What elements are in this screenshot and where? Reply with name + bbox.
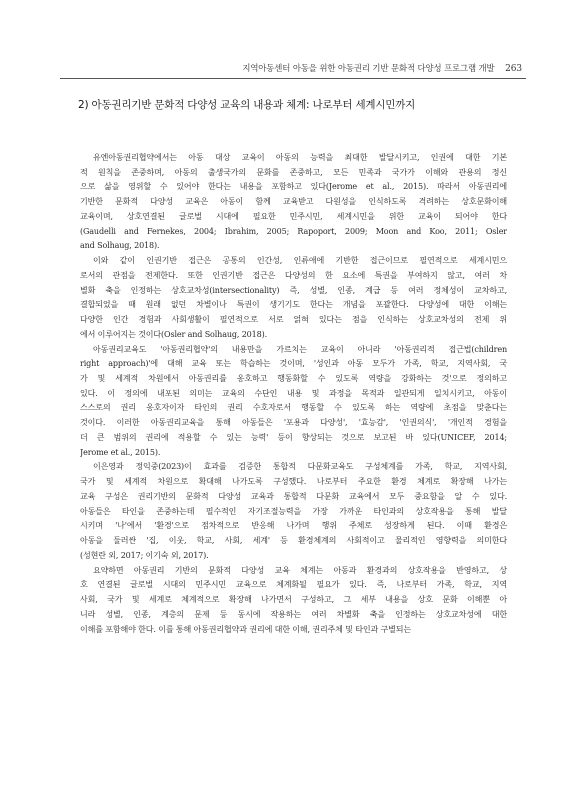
text-line: 호 연결된 글로벌 시대의 민주시민 교육으로 체계화될 필요가 있다. 즉, 나로부터 가족, 학교, 지역: [80, 580, 507, 590]
text-line: 이해를 포함해야 한다. 이를 통해 아동권리협약과 권리에 대한 이해, 권리주체 및 타인과 구별되는: [80, 624, 412, 634]
text-line: 다양한 인간 경험과 사회생활이 필연적으로 서로 얽혀 있다는 점을 인식하는 상호교차성의 전제 위: [80, 315, 507, 325]
paragraph: [80, 151, 507, 254]
section-title: 2) 아동권리기반 문화적 다양성 교육의 내용과 체계: 나로부터 세계시민까지: [78, 99, 416, 111]
paragraph: [80, 254, 507, 342]
text-line: 요약하면 아동권리 기반의 문화적 다양성 교육 체계는 아동과 환경과의 상호작용을 반영하고, 상: [93, 565, 507, 575]
text-line: 적 원칙을 존중하며, 아동의 출생국가의 문화를 존중하고, 모든 민족과 국가가 이해와 관용의 정신: [80, 167, 507, 177]
text-line: 으로 삶을 영위할 수 있어야 한다는 내용을 포함하고 있다(Jerome et al., 2015). 따라서 아동권리에: [80, 182, 507, 192]
text-line: Jerome et al., 2015).: [80, 447, 161, 457]
text-line: 로서의 관점을 전제한다. 또한 인권기반 접근은 다양성의 한 요소에 특권을 부여하지 않고, 여러 차: [80, 270, 507, 280]
text-line: 별화 축을 인정하는 상호교차성(intersectionality) 즉, 성별, 인종, 계급 등 여러 정체성이 교차하고,: [80, 285, 507, 295]
text-line: 더 큰 범위의 권리에 적용할 수 있는 능력' 등이 향상되는 것으로 보고된 바 있다(UNICEF, 2014;: [80, 432, 507, 442]
text-line: 이은영과 정익중(2023)이 효과를 검증한 통합적 다문화교육도 구성체계를 가족, 학교, 지역사회,: [93, 462, 507, 472]
text-line: 니라 성별, 인종, 계층의 문제 등 동시에 작용하는 여러 차별화 축을 인정하는 상호교차성에 대한: [80, 609, 507, 619]
text-line: (성현란 외, 2017; 이기숙 외, 2017).: [80, 550, 209, 560]
page-number: 263: [505, 64, 522, 74]
paragraph: [80, 564, 507, 638]
text-line: and Solhaug, 2018).: [80, 241, 160, 251]
text-line: 스스로의 권리 옹호자이자 타인의 권리 수호자로서 행동할 수 있도록 하는 역량에 초점을 맞춘다는: [80, 403, 507, 413]
text-line: 있다. 이 정의에 내포된 의미는 교육의 수단인 내용 및 과정을 목적과 일관되게 일치시키고, 아동이: [80, 388, 507, 398]
text-line: 가 및 세계적 차원에서 아동권리를 옹호하고 행동화할 수 있도록 역량을 강화하는 것'으로 정의하고: [80, 374, 507, 384]
text-line: 시키며 '나'에서 '환경'으로 점차적으로 반응해 나가며 행위 주체로 성장하게 된다. 이때 환경은: [80, 521, 507, 531]
text-line: right approach)'에 대해 교육 또는 학습하는 것이며, '성인과 아동 모두가 가족, 학교, 지역사회, 국: [80, 359, 507, 369]
paragraph: [80, 343, 507, 461]
text-line: 아동권리교육도 '아동권리협약'의 내용만을 가르치는 교육이 아니라 '아동권리적 접근법(children: [93, 344, 507, 354]
text-line: 아동을 둘러싼 '집, 이웃, 학교, 사회, 세계' 등 환경체계의 사회적이고 물리적인 영향력을 의미한다: [80, 536, 507, 546]
running-header: [60, 62, 522, 74]
body-text: [80, 151, 507, 637]
text-line: 사회, 국가 및 세계로 체계적으로 확장해 나가면서 구성하고, 그 세부 내용을 상호 문화 이해뿐 아: [80, 595, 507, 605]
text-line: 에서 이루어지는 것이다(Osler and Solhaug, 2018).: [80, 329, 267, 339]
paragraph: [80, 460, 507, 563]
text-line: 유엔아동권리협약에서는 아동 대상 교육이 아동의 능력을 최대한 발달시키고, 인권에 대한 기본: [93, 153, 507, 162]
running-title: 지역아동센터 아동을 위한 아동권리 기반 문화적 다양성 프로그램 개발: [242, 63, 495, 73]
text-line: 결합되었을 때 원래 없던 차별이나 특권이 생기기도 한다는 개념을 포괄한다. 다양성에 대한 이해는: [80, 300, 507, 310]
text-line: 이와 같이 인권기반 접근은 공통의 인간성, 인류애에 기반한 접근이므로 필연적으로 세계시민으: [93, 256, 507, 266]
text-line: 교육이며, 상호연결된 글로벌 시대에 필요한 민주시민, 세계시민을 위한 교육이 되어야 한다: [80, 211, 507, 221]
header-rule: [60, 78, 526, 79]
text-line: 아동들은 타인을 존중하는데 필수적인 자기조절능력을 가장 가까운 타인과의 상호작용을 통해 발달: [80, 506, 507, 516]
text-line: 교육 구성은 권리기반의 문화적 다양성 교육과 통합적 다문화 교육에서 모두 중요함을 알 수 있다.: [80, 491, 507, 501]
text-line: 국가 및 세계적 차원으로 확대해 나가도록 구성했다. 나로부터 주요한 환경 체계로 확장해 나가는: [80, 477, 507, 487]
text-line: (Gaudelli and Fernekes, 2004; Ibrahim, 2005; Rapoport, 2009; Moon and Koo, 2011; Osler: [80, 226, 507, 236]
text-line: 기반한 문화적 다양성 교육은 아동이 함께 교육받고 다원성을 인식하도록 격려하는 상호문화이해: [80, 197, 507, 207]
text-line: 것이다. 이러한 아동권리교육을 통해 아동들은 '포용과 다양성', '효능감', '인권의식', '개인적 경험을: [80, 418, 507, 428]
